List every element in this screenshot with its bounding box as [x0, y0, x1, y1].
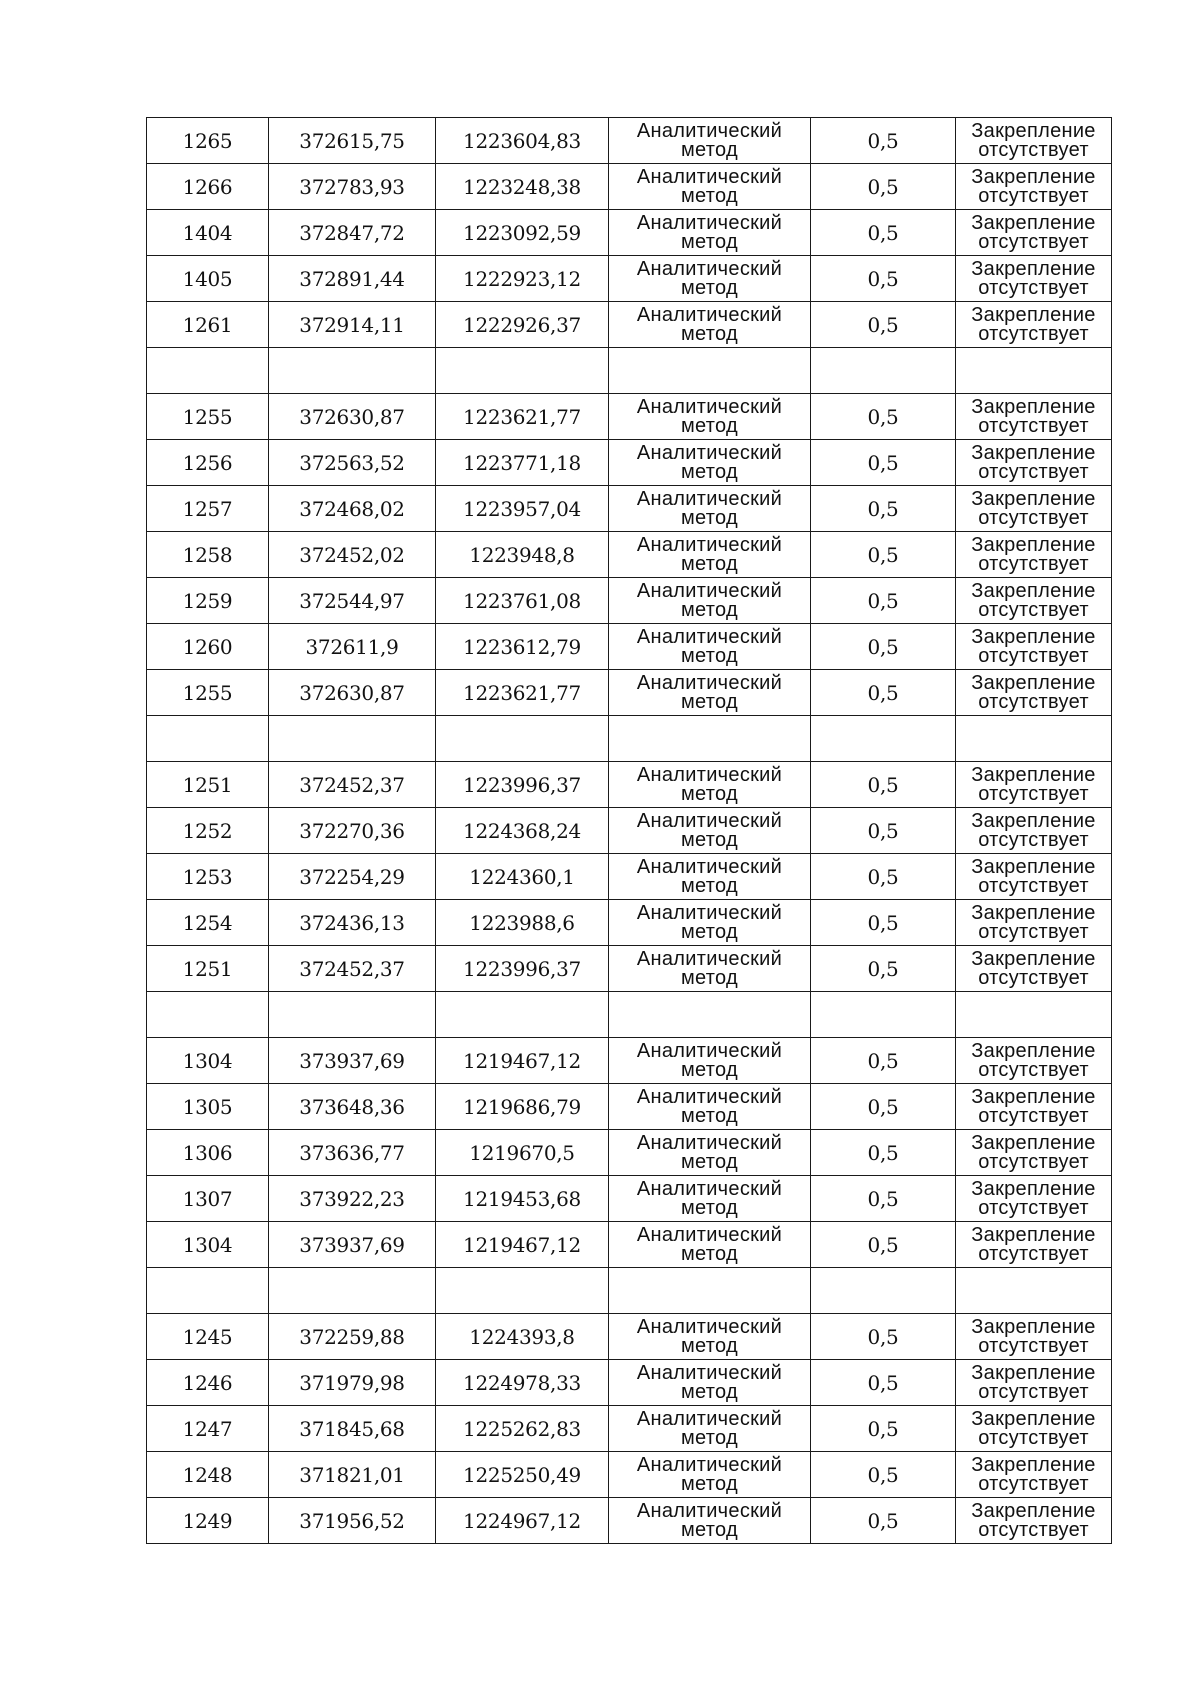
accuracy-cell: 0,5	[811, 670, 956, 716]
x-coordinate-cell: 372468,02	[269, 486, 436, 532]
point-number-cell: 1304	[147, 1222, 269, 1268]
marking-cell: Закрепление отсутствует	[956, 1314, 1112, 1360]
y-coordinate-cell: 1219670,5	[436, 1130, 609, 1176]
point-number-cell: 1254	[147, 900, 269, 946]
marking-cell: Закрепление отсутствует	[956, 394, 1112, 440]
empty-cell	[956, 716, 1112, 762]
x-coordinate-cell: 373648,36	[269, 1084, 436, 1130]
empty-cell	[956, 1268, 1112, 1314]
x-coordinate-cell: 371979,98	[269, 1360, 436, 1406]
y-coordinate-cell: 1224360,1	[436, 854, 609, 900]
accuracy-cell: 0,5	[811, 578, 956, 624]
x-coordinate-cell: 372452,37	[269, 946, 436, 992]
empty-cell	[436, 992, 609, 1038]
x-coordinate-cell: 372891,44	[269, 256, 436, 302]
table-row	[147, 394, 1112, 440]
method-cell: Аналитический метод	[609, 532, 811, 578]
accuracy-cell: 0,5	[811, 1176, 956, 1222]
point-number-cell: 1259	[147, 578, 269, 624]
point-number-cell: 1266	[147, 164, 269, 210]
table-row	[147, 164, 1112, 210]
marking-cell: Закрепление отсутствует	[956, 486, 1112, 532]
marking-cell: Закрепление отсутствует	[956, 624, 1112, 670]
x-coordinate-cell: 371956,52	[269, 1498, 436, 1544]
y-coordinate-cell: 1223957,04	[436, 486, 609, 532]
x-coordinate-cell: 373937,69	[269, 1222, 436, 1268]
accuracy-cell: 0,5	[811, 1360, 956, 1406]
empty-cell	[269, 348, 436, 394]
accuracy-cell: 0,5	[811, 762, 956, 808]
y-coordinate-cell: 1223621,77	[436, 670, 609, 716]
method-cell: Аналитический метод	[609, 946, 811, 992]
marking-cell: Закрепление отсутствует	[956, 946, 1112, 992]
empty-cell	[956, 348, 1112, 394]
x-coordinate-cell: 373636,77	[269, 1130, 436, 1176]
y-coordinate-cell: 1224393,8	[436, 1314, 609, 1360]
point-number-cell: 1305	[147, 1084, 269, 1130]
accuracy-cell: 0,5	[811, 854, 956, 900]
empty-cell	[147, 1268, 269, 1314]
point-number-cell: 1405	[147, 256, 269, 302]
x-coordinate-cell: 372630,87	[269, 394, 436, 440]
accuracy-cell: 0,5	[811, 1452, 956, 1498]
empty-cell	[436, 716, 609, 762]
empty-cell	[956, 992, 1112, 1038]
x-coordinate-cell: 372783,93	[269, 164, 436, 210]
empty-cell	[436, 348, 609, 394]
empty-cell	[609, 1268, 811, 1314]
accuracy-cell: 0,5	[811, 164, 956, 210]
table-row	[147, 486, 1112, 532]
y-coordinate-cell: 1225250,49	[436, 1452, 609, 1498]
method-cell: Аналитический метод	[609, 394, 811, 440]
point-number-cell: 1258	[147, 532, 269, 578]
x-coordinate-cell: 373937,69	[269, 1038, 436, 1084]
x-coordinate-cell: 372452,37	[269, 762, 436, 808]
x-coordinate-cell: 372611,9	[269, 624, 436, 670]
y-coordinate-cell: 1223948,8	[436, 532, 609, 578]
y-coordinate-cell: 1223988,6	[436, 900, 609, 946]
marking-cell: Закрепление отсутствует	[956, 578, 1112, 624]
point-number-cell: 1255	[147, 670, 269, 716]
marking-cell: Закрепление отсутствует	[956, 1498, 1112, 1544]
table-row	[147, 1222, 1112, 1268]
accuracy-cell: 0,5	[811, 118, 956, 164]
y-coordinate-cell: 1222926,37	[436, 302, 609, 348]
y-coordinate-cell: 1223996,37	[436, 762, 609, 808]
table-row	[147, 1360, 1112, 1406]
point-number-cell: 1404	[147, 210, 269, 256]
method-cell: Аналитический метод	[609, 1130, 811, 1176]
method-cell: Аналитический метод	[609, 118, 811, 164]
accuracy-cell: 0,5	[811, 1038, 956, 1084]
point-number-cell: 1306	[147, 1130, 269, 1176]
point-number-cell: 1251	[147, 946, 269, 992]
method-cell: Аналитический метод	[609, 440, 811, 486]
method-cell: Аналитический метод	[609, 1222, 811, 1268]
y-coordinate-cell: 1219467,12	[436, 1222, 609, 1268]
marking-cell: Закрепление отсутствует	[956, 1084, 1112, 1130]
marking-cell: Закрепление отсутствует	[956, 210, 1112, 256]
table-row	[147, 1452, 1112, 1498]
empty-cell	[609, 716, 811, 762]
x-coordinate-cell: 372847,72	[269, 210, 436, 256]
empty-cell	[811, 992, 956, 1038]
point-number-cell: 1245	[147, 1314, 269, 1360]
marking-cell: Закрепление отсутствует	[956, 164, 1112, 210]
method-cell: Аналитический метод	[609, 210, 811, 256]
y-coordinate-cell: 1223604,83	[436, 118, 609, 164]
method-cell: Аналитический метод	[609, 486, 811, 532]
table-row	[147, 808, 1112, 854]
point-number-cell: 1252	[147, 808, 269, 854]
point-number-cell: 1249	[147, 1498, 269, 1544]
marking-cell: Закрепление отсутствует	[956, 1360, 1112, 1406]
accuracy-cell: 0,5	[811, 1314, 956, 1360]
table-row	[147, 1038, 1112, 1084]
marking-cell: Закрепление отсутствует	[956, 670, 1112, 716]
point-number-cell: 1253	[147, 854, 269, 900]
y-coordinate-cell: 1219453,68	[436, 1176, 609, 1222]
x-coordinate-cell: 372544,97	[269, 578, 436, 624]
separator-row	[147, 716, 1112, 762]
point-number-cell: 1261	[147, 302, 269, 348]
method-cell: Аналитический метод	[609, 854, 811, 900]
method-cell: Аналитический метод	[609, 578, 811, 624]
marking-cell: Закрепление отсутствует	[956, 854, 1112, 900]
empty-cell	[147, 348, 269, 394]
empty-cell	[609, 992, 811, 1038]
x-coordinate-cell: 372563,52	[269, 440, 436, 486]
point-number-cell: 1265	[147, 118, 269, 164]
method-cell: Аналитический метод	[609, 302, 811, 348]
accuracy-cell: 0,5	[811, 1084, 956, 1130]
accuracy-cell: 0,5	[811, 256, 956, 302]
method-cell: Аналитический метод	[609, 624, 811, 670]
table-row	[147, 1406, 1112, 1452]
marking-cell: Закрепление отсутствует	[956, 1130, 1112, 1176]
point-number-cell: 1248	[147, 1452, 269, 1498]
method-cell: Аналитический метод	[609, 1452, 811, 1498]
table-row	[147, 1314, 1112, 1360]
empty-cell	[147, 716, 269, 762]
y-coordinate-cell: 1219467,12	[436, 1038, 609, 1084]
table-row	[147, 440, 1112, 486]
point-number-cell: 1255	[147, 394, 269, 440]
empty-cell	[609, 348, 811, 394]
empty-cell	[269, 992, 436, 1038]
marking-cell: Закрепление отсутствует	[956, 118, 1112, 164]
method-cell: Аналитический метод	[609, 900, 811, 946]
point-number-cell: 1251	[147, 762, 269, 808]
x-coordinate-cell: 372270,36	[269, 808, 436, 854]
y-coordinate-cell: 1224368,24	[436, 808, 609, 854]
method-cell: Аналитический метод	[609, 1038, 811, 1084]
accuracy-cell: 0,5	[811, 1406, 956, 1452]
y-coordinate-cell: 1223771,18	[436, 440, 609, 486]
point-number-cell: 1247	[147, 1406, 269, 1452]
y-coordinate-cell: 1223612,79	[436, 624, 609, 670]
marking-cell: Закрепление отсутствует	[956, 900, 1112, 946]
coordinates-table	[146, 117, 1112, 1544]
x-coordinate-cell: 372630,87	[269, 670, 436, 716]
table-row	[147, 1130, 1112, 1176]
marking-cell: Закрепление отсутствует	[956, 762, 1112, 808]
y-coordinate-cell: 1222923,12	[436, 256, 609, 302]
y-coordinate-cell: 1223621,77	[436, 394, 609, 440]
accuracy-cell: 0,5	[811, 394, 956, 440]
x-coordinate-cell: 372615,75	[269, 118, 436, 164]
marking-cell: Закрепление отсутствует	[956, 440, 1112, 486]
table-row	[147, 762, 1112, 808]
marking-cell: Закрепление отсутствует	[956, 808, 1112, 854]
point-number-cell: 1260	[147, 624, 269, 670]
method-cell: Аналитический метод	[609, 670, 811, 716]
table-row	[147, 1498, 1112, 1544]
marking-cell: Закрепление отсутствует	[956, 1452, 1112, 1498]
separator-row	[147, 992, 1112, 1038]
accuracy-cell: 0,5	[811, 440, 956, 486]
accuracy-cell: 0,5	[811, 1130, 956, 1176]
y-coordinate-cell: 1223996,37	[436, 946, 609, 992]
table-row	[147, 210, 1112, 256]
marking-cell: Закрепление отсутствует	[956, 1406, 1112, 1452]
table-row	[147, 1176, 1112, 1222]
x-coordinate-cell: 372259,88	[269, 1314, 436, 1360]
marking-cell: Закрепление отсутствует	[956, 302, 1112, 348]
accuracy-cell: 0,5	[811, 946, 956, 992]
separator-row	[147, 348, 1112, 394]
method-cell: Аналитический метод	[609, 1360, 811, 1406]
marking-cell: Закрепление отсутствует	[956, 1176, 1112, 1222]
table-row	[147, 900, 1112, 946]
accuracy-cell: 0,5	[811, 900, 956, 946]
marking-cell: Закрепление отсутствует	[956, 1038, 1112, 1084]
point-number-cell: 1307	[147, 1176, 269, 1222]
method-cell: Аналитический метод	[609, 1406, 811, 1452]
table-row	[147, 118, 1112, 164]
x-coordinate-cell: 372254,29	[269, 854, 436, 900]
y-coordinate-cell: 1223761,08	[436, 578, 609, 624]
accuracy-cell: 0,5	[811, 210, 956, 256]
y-coordinate-cell: 1223092,59	[436, 210, 609, 256]
method-cell: Аналитический метод	[609, 808, 811, 854]
y-coordinate-cell: 1224967,12	[436, 1498, 609, 1544]
accuracy-cell: 0,5	[811, 1498, 956, 1544]
table-row	[147, 532, 1112, 578]
table-row	[147, 302, 1112, 348]
method-cell: Аналитический метод	[609, 164, 811, 210]
marking-cell: Закрепление отсутствует	[956, 1222, 1112, 1268]
x-coordinate-cell: 373922,23	[269, 1176, 436, 1222]
accuracy-cell: 0,5	[811, 808, 956, 854]
empty-cell	[147, 992, 269, 1038]
marking-cell: Закрепление отсутствует	[956, 532, 1112, 578]
method-cell: Аналитический метод	[609, 1314, 811, 1360]
point-number-cell: 1246	[147, 1360, 269, 1406]
accuracy-cell: 0,5	[811, 486, 956, 532]
empty-cell	[811, 348, 956, 394]
table-row	[147, 670, 1112, 716]
table-row	[147, 624, 1112, 670]
y-coordinate-cell: 1225262,83	[436, 1406, 609, 1452]
empty-cell	[269, 716, 436, 762]
table-row	[147, 854, 1112, 900]
y-coordinate-cell: 1223248,38	[436, 164, 609, 210]
x-coordinate-cell: 371845,68	[269, 1406, 436, 1452]
empty-cell	[811, 716, 956, 762]
accuracy-cell: 0,5	[811, 624, 956, 670]
separator-row	[147, 1268, 1112, 1314]
x-coordinate-cell: 372452,02	[269, 532, 436, 578]
x-coordinate-cell: 371821,01	[269, 1452, 436, 1498]
y-coordinate-cell: 1224978,33	[436, 1360, 609, 1406]
accuracy-cell: 0,5	[811, 302, 956, 348]
empty-cell	[436, 1268, 609, 1314]
point-number-cell: 1256	[147, 440, 269, 486]
accuracy-cell: 0,5	[811, 532, 956, 578]
table-row	[147, 1084, 1112, 1130]
method-cell: Аналитический метод	[609, 256, 811, 302]
empty-cell	[269, 1268, 436, 1314]
method-cell: Аналитический метод	[609, 1084, 811, 1130]
method-cell: Аналитический метод	[609, 1176, 811, 1222]
y-coordinate-cell: 1219686,79	[436, 1084, 609, 1130]
x-coordinate-cell: 372914,11	[269, 302, 436, 348]
empty-cell	[811, 1268, 956, 1314]
point-number-cell: 1304	[147, 1038, 269, 1084]
table-row	[147, 256, 1112, 302]
table-body	[147, 118, 1112, 1544]
table-row	[147, 946, 1112, 992]
table-row	[147, 578, 1112, 624]
point-number-cell: 1257	[147, 486, 269, 532]
marking-cell: Закрепление отсутствует	[956, 256, 1112, 302]
method-cell: Аналитический метод	[609, 762, 811, 808]
accuracy-cell: 0,5	[811, 1222, 956, 1268]
x-coordinate-cell: 372436,13	[269, 900, 436, 946]
method-cell: Аналитический метод	[609, 1498, 811, 1544]
